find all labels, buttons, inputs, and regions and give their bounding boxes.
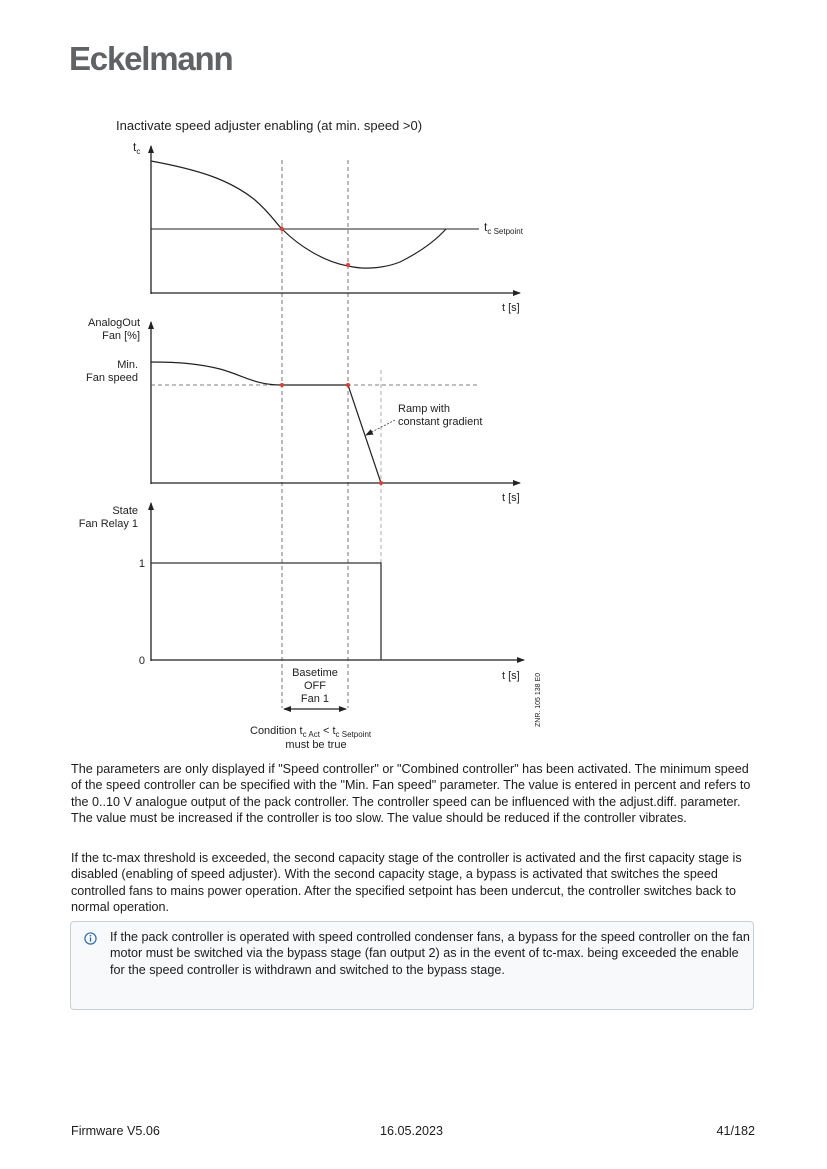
x-label: t [s] [502,302,520,314]
tick-0: 0 [138,655,145,667]
y-label-line2: Fan [%] [102,330,140,342]
chart-analog-out [86,317,520,504]
basetime-line1: Basetime [292,667,338,679]
min-label-line2: Fan speed [86,372,138,384]
y-label-line2: Fan Relay 1 [78,518,138,530]
setpoint-label: $t_{c Setpoint}$ [484,220,523,236]
annotation-line1: Ramp with [398,403,450,415]
x-label: t [s] [502,670,520,682]
paragraph-parameters: The parameters are only displayed if "Speed controller" or "Combined controller" has been activated. The minimum speed of the speed controller can be specified with the "Min. Fan speed" parameter. The value is entered in percent and refers to the 0..10 V analogue output of the pack controller. The controller speed can be influenced with the adjust.diff. parameter. The value must be increased if the controller is too slow. The value should be reduced if the controller vibrates. [71,762,751,826]
min-label-line1: Min. [117,359,138,371]
basetime-line2: OFF [304,680,326,692]
footer-firmware: Firmware V5.06 [71,1124,160,1138]
annotation-arrow [366,420,395,435]
condition-line2: must be true [285,739,347,751]
y-label-line1: AnalogOut [88,317,140,329]
eckelmann-logo: Eckelmann [69,40,233,77]
chart-relay-state [79,503,524,751]
info-icon [84,932,97,945]
footer-page-number: 41/182 [716,1124,755,1138]
marker-min-reached [280,383,284,387]
y-label-tc: $t_c$ [133,140,141,156]
tick-1: 1 [138,558,145,570]
info-note [70,921,754,1010]
paragraph-tc-max: If the tc-max threshold is exceeded, the second capacity stage of the controller is activated and the first capacity stage is disabled (enabling of speed adjuster). With the second capacity stage, a bypass is activated that switches the speed controlled fans to mains power operation. After the specified setpoint has been undercut, the controller switches back to normal operation. [71,851,742,915]
figure-title: Inactivate speed adjuster enabling (at min. speed >0) [116,118,423,133]
marker-ramp-start [346,383,350,387]
y-label-line1: State [112,505,138,517]
footer-date: 16.05.2023 [380,1124,444,1138]
marker-setpoint-cross [280,227,284,231]
marker-ramp-end [379,481,383,485]
marker-tc-low [346,263,350,267]
annotation-line2: constant gradient [398,416,483,428]
figure-id: ZNR. 105 138 E0 [535,672,542,727]
tc-curve [151,161,446,268]
relay-state-line [151,563,381,660]
basetime-line3: Fan 1 [300,693,330,705]
chart-tc [133,140,524,314]
x-label: t [s] [502,492,520,504]
note-text: If the pack controller is operated with speed controlled condenser fans, a bypass for the speed controller on the fan motor must be switched via the bypass stage (fan output 2) as in the event of tc-max. being exceeded the enable for the speed controller is withdrawn and switched to the bypass stage. [110,930,750,977]
condition-label: Condition $t_{c Act} < t_{c Setpoint}$ [250,725,372,739]
fan-output-curve [151,362,381,483]
